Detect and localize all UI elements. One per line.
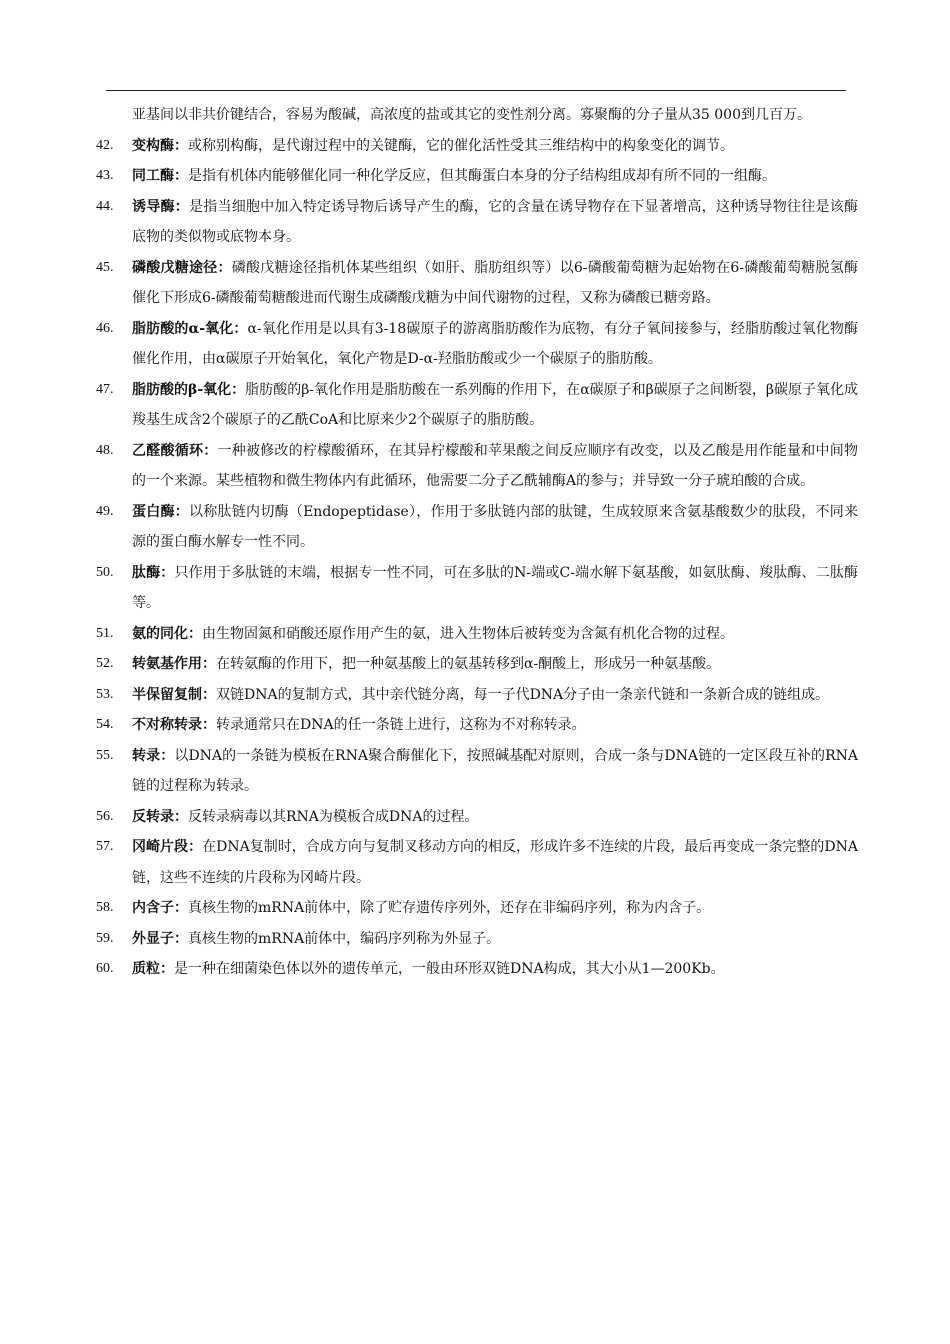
continuation-paragraph: 亚基间以非共价键结合，容易为酸碱，高浓度的盐或其它的变性剂分离。寡聚酶的分子量从35 000到几百万。 — [132, 107, 811, 123]
header-rule — [106, 90, 846, 91]
item-number: 42. — [96, 137, 114, 153]
list-item — [92, 497, 858, 558]
item-definition: 双链DNA的复制方式，其中亲代链分离，每一子代DNA分子由一条亲代链和一条新合成的链组成。 — [216, 686, 830, 703]
list-item — [92, 893, 858, 924]
list-item — [92, 924, 858, 955]
item-number: 53. — [96, 686, 114, 702]
list-item — [92, 680, 858, 711]
list-item — [92, 161, 858, 192]
list-item — [92, 710, 858, 741]
item-number: 47. — [96, 381, 114, 397]
item-definition: 在转氨酶的作用下，把一种氨基酸上的氨基转移到α-酮酸上，形成另一种氨基酸。 — [216, 656, 721, 672]
item-definition: 转录通常只在DNA的任一条链上进行，这称为不对称转录。 — [216, 717, 586, 733]
item-term: 脂肪酸的β-氧化： — [132, 381, 246, 398]
item-term: 内含子： — [132, 900, 188, 916]
item-definition: 真核生物的mRNA前体中，除了贮存遗传序列外，还存在非编码序列，称为内含子。 — [188, 900, 711, 916]
item-definition: 以DNA的一条链为模板在RNA聚合酶催化下，按照碱基配对原则，合成一条与DNA链的一定区段互补的RNA链的过程称为转录。 — [132, 747, 858, 794]
item-term: 肽酶： — [132, 564, 175, 581]
content — [92, 100, 858, 985]
item-definition: 反转录病毒以其RNA为模板合成DNA的过程。 — [188, 808, 479, 825]
list-item — [92, 131, 858, 162]
list-item — [92, 619, 858, 650]
item-definition: 或称别构酶，是代谢过程中的关键酶，它的催化活性受其三维结构中的构象变化的调节。 — [188, 137, 734, 154]
item-definition: α-氧化作用是以具有3-18碳原子的游离脂肪酸作为底物，有分子氧间接参与，经脂肪酸过氧化物酶催化作用，由α碳原子开始氧化，氧化产物是D-α-羟脂肪酸或少一个碳原子的脂肪酸。 — [132, 320, 858, 367]
list-item — [92, 192, 858, 253]
item-number: 55. — [96, 747, 114, 763]
item-number: 43. — [96, 168, 114, 183]
item-definition: 脂肪酸的β-氧化作用是脂肪酸在一系列酶的作用下，在α碳原子和β碳原子之间断裂，β碳原子氧化成羧基生成含2个碳原子的乙酰CoA和比原来少2个碳原子的脂肪酸。 — [132, 381, 858, 428]
list-item — [92, 375, 858, 436]
item-definition: 磷酸戊糖途径指机体某些组织（如肝、脂肪组织等）以6-磷酸葡萄糖为起始物在6-磷酸葡萄糖脱氢酶催化下形成6-磷酸葡萄糖酸进而代谢生成磷酸戊糖为中间代谢物的过程，又称为磷酸已糖旁路。 — [132, 259, 858, 306]
list-item — [92, 253, 858, 314]
item-term: 变构酶： — [132, 137, 188, 154]
item-definition: 是指当细胞中加入特定诱导物后诱导产生的酶，它的含量在诱导物存在下显著增高，这种诱导物往往是该酶底物的类似物或底物本身。 — [132, 198, 859, 245]
item-term: 转录： — [132, 747, 175, 764]
item-definition: 是一种在细菌染色体以外的遗传单元，一般由环形双链DNA构成，其大小从1—200Kb。 — [174, 961, 725, 977]
list-item — [92, 741, 858, 802]
item-term: 磷酸戊糖途径： — [132, 259, 232, 276]
item-number: 44. — [96, 198, 114, 214]
item-definition: 在DNA复制时，合成方向与复制叉移动方向的相反，形成许多不连续的片段，最后再变成一条完整的DNA链，这些不连续的片段称为冈崎片段。 — [132, 839, 859, 886]
list-item — [92, 436, 858, 497]
item-term: 脂肪酸的α-氧化： — [132, 320, 248, 337]
item-number: 52. — [96, 656, 114, 671]
item-term: 质粒： — [132, 961, 174, 977]
item-term: 蛋白酶： — [132, 503, 190, 520]
item-term: 冈崎片段： — [132, 839, 203, 855]
item-number: 57. — [96, 839, 114, 854]
list-item — [92, 802, 858, 833]
item-number: 46. — [96, 320, 114, 336]
list-item — [92, 832, 858, 893]
item-definition: 真核生物的mRNA前体中，编码序列称为外显子。 — [188, 930, 501, 947]
item-number: 45. — [96, 259, 114, 275]
item-definition: 只作用于多肽链的末端，根据专一性不同，可在多肽的N-端或C-端水解下氨基酸，如氨肽酶、羧肽酶、二肽酶等。 — [132, 564, 859, 611]
item-term: 乙醛酸循环： — [132, 442, 218, 459]
list-item — [92, 954, 858, 985]
item-term: 诱导酶： — [132, 198, 189, 215]
item-number: 59. — [96, 930, 114, 946]
item-number: 56. — [96, 808, 114, 824]
list-item — [92, 558, 858, 619]
item-term: 反转录： — [132, 808, 188, 825]
item-definition: 一种被修改的柠檬酸循环，在其异柠檬酸和苹果酸之间反应顺序有改变，以及乙酸是用作能量和中间物的一个来源。某些植物和微生物体内有此循环，他需要二分子乙酰辅酶A的参与；并导致一分子琥珀酸的合成。 — [132, 442, 859, 489]
item-number: 48. — [96, 442, 114, 458]
item-term: 同工酶： — [132, 168, 188, 184]
item-number: 54. — [96, 717, 114, 732]
item-number: 50. — [96, 564, 114, 580]
list-item — [92, 649, 858, 680]
item-number: 51. — [96, 625, 114, 641]
item-definition: 以称肽链内切酶（Endopeptidase），作用于多肽链内部的肽键，生成较原来含氨基酸数少的肽段，不同来源的蛋白酶水解专一性不同。 — [132, 503, 859, 550]
item-number: 49. — [96, 503, 114, 519]
item-term: 不对称转录： — [132, 717, 216, 733]
item-term: 半保留复制： — [132, 686, 216, 703]
item-number: 60. — [96, 961, 114, 976]
item-number: 58. — [96, 900, 114, 915]
list-item — [92, 314, 858, 375]
item-term: 氨的同化： — [132, 625, 202, 642]
item-term: 外显子： — [132, 930, 188, 947]
item-definition: 由生物固氮和硝酸还原作用产生的氨，进入生物体后被转变为含氮有机化合物的过程。 — [202, 625, 734, 642]
item-definition: 是指有机体内能够催化同一种化学反应，但其酶蛋白本身的分子结构组成却有所不同的一组酶。 — [188, 168, 776, 184]
item-term: 转氨基作用： — [132, 656, 216, 672]
